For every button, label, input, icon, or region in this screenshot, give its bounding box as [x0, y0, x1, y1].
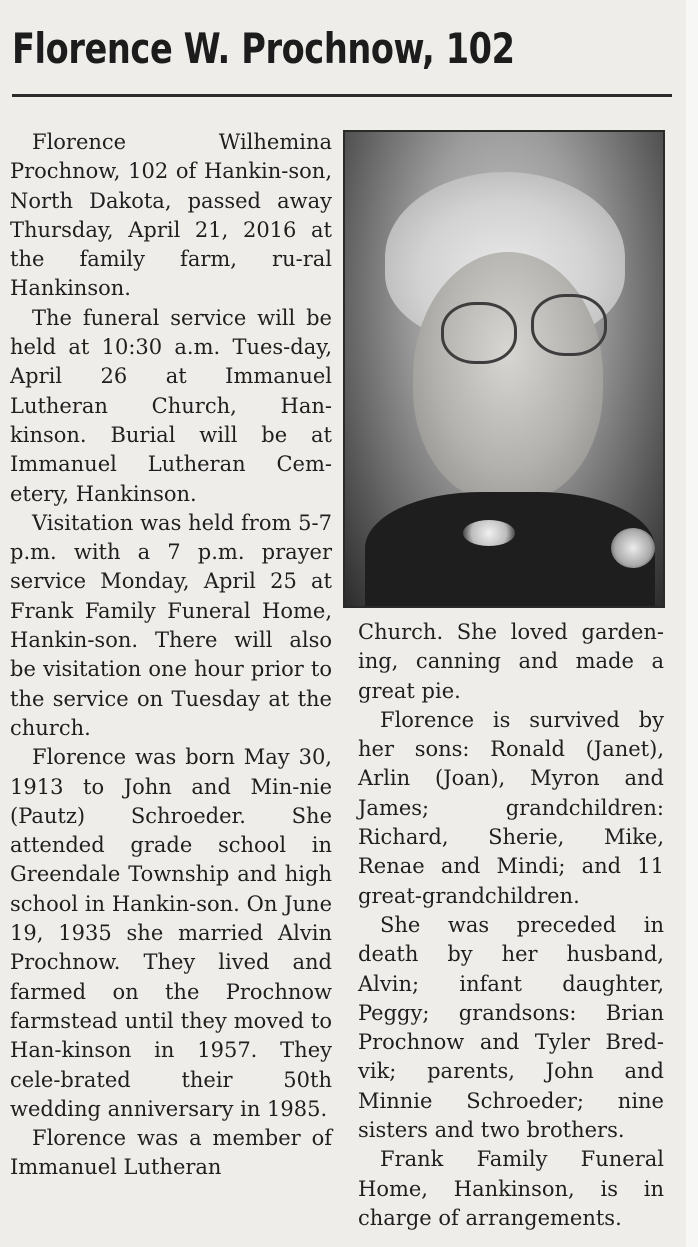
glasses-icon	[531, 294, 607, 356]
paragraph-intro: Florence Wilhemina Prochnow, 102 of Hankin-son, North Dakota, passed away Thursday, April 21, 2016 at the family farm, ru-ral Hankinson.	[10, 130, 332, 301]
photo-face	[413, 252, 603, 502]
flower-icon	[611, 528, 655, 568]
paragraph-visitation: Visitation was held from 5-7 p.m. with a 7 p.m. prayer service Monday, April 25 at Frank Family Funeral Home, Hankin-son. There will also be visitation one hour prior to the service on Tuesday at the church.	[10, 510, 332, 740]
obituary-headline: Florence W. Prochnow, 102	[12, 24, 515, 73]
right-column	[358, 618, 664, 1233]
scan-margin	[686, 0, 698, 1247]
paragraph-church-continued: Church. She loved garden-ing, canning and made a great pie.	[358, 620, 664, 703]
left-column	[10, 128, 332, 1183]
paragraph-preceded: She was preceded in death by her husband, Alvin; infant daughter, Peggy; grandsons: Brian Prochnow and Tyler Bred-vik; parents, John and Minnie Schroeder; nine sisters and two brothers.	[358, 912, 664, 1143]
paragraph-funeral: The funeral service will be held at 10:30 a.m. Tues-day, April 26 at Immanuel Lutheran Church, Han-kinson. Burial will be at Immanuel Lutheran Cem-etery, Hankinson.	[10, 305, 332, 506]
paragraph-biography: Florence was born May 30, 1913 to John and Min-nie (Pautz) Schroeder. She attended grade school in Greendale Township and high school in Hankin-son. On June 19, 1935 she married Alvin Prochnow. They lived and farmed on the Prochnow farmstead until they moved to Han-kinson in 1957. They cele-brated their 50th wedding anniversary in 1985.	[10, 745, 332, 1121]
paragraph-membership: Florence was a member of Immanuel Lutheran	[10, 1126, 332, 1180]
portrait-photo	[343, 130, 665, 608]
paragraph-arrangements: Frank Family Funeral Home, Hankinson, is in charge of arrangements.	[358, 1147, 664, 1230]
headline-rule	[12, 94, 672, 97]
glasses-icon	[441, 302, 517, 364]
flower-icon	[463, 520, 515, 546]
paragraph-survivors: Florence is survived by her sons: Ronald (Janet), Arlin (Joan), Myron and James; grandchildren: Richard, Sherie, Mike, Renae and Mindi; and 11 great-grandchildren.	[358, 707, 664, 908]
